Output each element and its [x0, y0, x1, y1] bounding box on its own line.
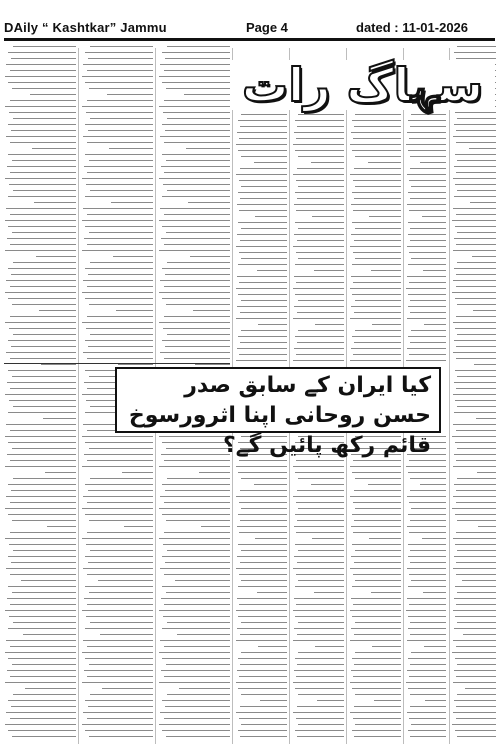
- text-column: [235, 436, 287, 744]
- text-column: [349, 114, 401, 370]
- issue-date: dated : 11-01-2026: [356, 20, 469, 35]
- page-number: Page 4: [246, 20, 288, 35]
- text-column: [235, 114, 287, 370]
- section-divider: [4, 363, 230, 364]
- secondary-headline-box: [115, 367, 441, 458]
- primary-headline: سہاگ رات: [241, 58, 484, 112]
- text-column: [4, 46, 76, 746]
- secondary-headline: کیا ایران کے سابق صدر حسن روحانی اپنا اثرورسوخ قائم رکھ پائیں گے؟: [128, 373, 431, 458]
- masthead-rule: [4, 38, 495, 41]
- text-column: [406, 436, 446, 744]
- column-divider: [449, 48, 450, 744]
- masthead: [0, 0, 500, 40]
- text-column: [292, 114, 344, 370]
- text-column: [452, 46, 496, 746]
- column-divider: [78, 48, 79, 744]
- newspaper-title: DAily “ Kashtkar” Jammu: [4, 20, 167, 35]
- headline-banner: [230, 60, 495, 110]
- text-column: [406, 114, 446, 370]
- text-column: [349, 436, 401, 744]
- text-column: [292, 436, 344, 744]
